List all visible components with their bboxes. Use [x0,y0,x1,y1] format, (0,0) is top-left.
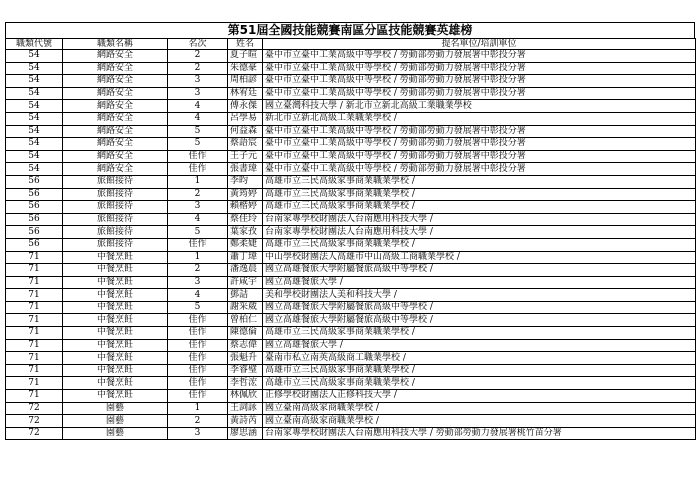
table-row [6,226,696,239]
cell-rank: 佳作 [168,339,228,352]
cell-code: 54 [6,163,63,176]
cell-job: 旅館接待 [63,226,168,239]
cell-job: 中餐烹飪 [63,276,168,289]
cell-code: 71 [6,377,63,390]
cell-job: 中餐烹飪 [63,377,168,390]
cell-name: 李哲浤 [228,377,263,390]
cell-job: 網路安全 [63,100,168,113]
cell-code: 71 [6,339,63,352]
cell-name: 鄧詰 [228,289,263,302]
table-row [6,125,696,138]
cell-job: 網路安全 [63,112,168,125]
cell-rank: 佳作 [168,352,228,365]
cell-unit: 臺南市私立南英高級商工職業學校 / [263,352,696,365]
cell-name: 陳德倫 [228,327,263,340]
cell-name: 黃筠婷 [228,188,263,201]
cell-code: 56 [6,175,63,188]
cell-code: 54 [6,112,63,125]
cell-name: 何益森 [228,125,263,138]
table-row [6,314,696,327]
table-row [6,213,696,226]
cell-unit: 國立高雄餐旅大學 / [263,339,696,352]
cell-rank: 2 [168,62,228,75]
cell-job: 園藝 [63,402,168,415]
cell-rank: 佳作 [168,314,228,327]
cell-code: 71 [6,251,63,264]
cell-job: 網路安全 [63,138,168,151]
cell-name: 王詞詠 [228,402,263,415]
cell-unit: 高雄市立三民高級家事商業職業學校 / [263,377,696,390]
cell-rank: 2 [168,50,228,63]
cell-rank: 佳作 [168,390,228,403]
header-unit: 提名單位/培訓單位 [263,39,696,50]
cell-name: 蔡志偉 [228,339,263,352]
cell-name: 傅永傑 [228,100,263,113]
cell-code: 56 [6,213,63,226]
table-row [6,301,696,314]
cell-name: 曾柏仁 [228,314,263,327]
cell-rank: 3 [168,276,228,289]
cell-name: 葉家孜 [228,226,263,239]
table-row [6,50,696,63]
cell-rank: 3 [168,75,228,88]
cell-job: 中餐烹飪 [63,301,168,314]
cell-rank: 佳作 [168,364,228,377]
cell-code: 54 [6,75,63,88]
cell-code: 72 [6,402,63,415]
table-row [6,188,696,201]
table-row [6,339,696,352]
cell-code: 56 [6,238,63,251]
cell-job: 中餐烹飪 [63,352,168,365]
header-code: 職類代號 [6,39,63,50]
cell-rank: 佳作 [168,238,228,251]
cell-code: 54 [6,138,63,151]
cell-rank: 3 [168,427,228,440]
table-row [6,87,696,100]
cell-name: 鄭柔婕 [228,238,263,251]
cell-job: 網路安全 [63,163,168,176]
cell-unit: 臺中市立臺中工業高級中等學校 / 勞動部勞動力發展署中彰投分署 [263,62,696,75]
cell-name: 許咸宇 [228,276,263,289]
cell-code: 54 [6,87,63,100]
table-row [6,364,696,377]
table-row [6,163,696,176]
cell-unit: 國立高雄餐旅大學附屬餐旅高級中等學校 / [263,264,696,277]
cell-code: 54 [6,150,63,163]
cell-job: 網路安全 [63,75,168,88]
cell-unit: 臺中市立臺中工業高級中等學校 / 勞動部勞動力發展署中彰投分署 [263,138,696,151]
cell-rank: 2 [168,188,228,201]
cell-code: 71 [6,301,63,314]
cell-name: 蔡語宸 [228,138,263,151]
cell-rank: 佳作 [168,150,228,163]
table-row [6,75,696,88]
cell-code: 56 [6,226,63,239]
table-row [6,276,696,289]
table-row [6,377,696,390]
cell-rank: 3 [168,201,228,214]
cell-job: 中餐烹飪 [63,314,168,327]
cell-unit: 臺中市立臺中工業高級中等學校 / 勞動部勞動力發展署中彰投分署 [263,87,696,100]
cell-unit: 國立臺南高級家商職業學校 / [263,415,696,428]
cell-name: 林宥廷 [228,87,263,100]
cell-name: 朱德豪 [228,62,263,75]
cell-unit: 高雄市立三民高級家事商業職業學校 / [263,201,696,214]
header-row [6,39,696,50]
cell-job: 旅館接待 [63,175,168,188]
cell-job: 園藝 [63,427,168,440]
cell-unit: 臺中市立臺中工業高級中等學校 / 勞動部勞動力發展署中彰投分署 [263,125,696,138]
cell-unit: 正修學校財團法人正修科技大學 / [263,390,696,403]
cell-unit: 國立高雄餐旅大學 / [263,276,696,289]
cell-unit: 台南家專學校財團法人台南應用科技大學 / 勞動部勞動力發展署桃竹苗分署 [263,427,696,440]
cell-unit: 高雄市立三民高級家事商業職業學校 / [263,327,696,340]
cell-name: 李昀 [228,175,263,188]
page-title: 第51屆全國技能競賽南區分區技能競賽英雄榜 [5,22,695,39]
cell-code: 56 [6,188,63,201]
cell-unit: 高雄市立三民高級家事商業職業學校 / [263,238,696,251]
table-row [6,264,696,277]
cell-unit: 國立高雄餐旅大學附屬餐旅高級中等學校 / [263,301,696,314]
cell-rank: 4 [168,213,228,226]
cell-code: 71 [6,327,63,340]
cell-job: 網路安全 [63,50,168,63]
cell-name: 張魁升 [228,352,263,365]
cell-code: 54 [6,100,63,113]
cell-job: 旅館接待 [63,213,168,226]
cell-rank: 1 [168,175,228,188]
table-body [6,50,696,440]
cell-rank: 3 [168,87,228,100]
cell-job: 旅館接待 [63,201,168,214]
cell-name: 王子元 [228,150,263,163]
table-row [6,150,696,163]
cell-code: 71 [6,276,63,289]
table-row [6,390,696,403]
cell-rank: 1 [168,251,228,264]
cell-rank: 5 [168,125,228,138]
cell-code: 71 [6,352,63,365]
cell-unit: 臺中市立臺中工業高級中等學校 / 勞動部勞動力發展署中彰投分署 [263,163,696,176]
cell-unit: 國立臺南高級家商職業學校 / [263,402,696,415]
cell-name: 蕭丁瑋 [228,251,263,264]
table-row [6,402,696,415]
cell-name: 李睿璧 [228,364,263,377]
cell-rank: 4 [168,289,228,302]
cell-rank: 1 [168,402,228,415]
cell-code: 56 [6,201,63,214]
cell-code: 54 [6,62,63,75]
cell-rank: 5 [168,301,228,314]
cell-rank: 4 [168,112,228,125]
cell-unit: 臺中市立臺中工業高級中等學校 / 勞動部勞動力發展署中彰投分署 [263,50,696,63]
cell-rank: 佳作 [168,377,228,390]
cell-unit: 高雄市立三民高級家事商業職業學校 / [263,188,696,201]
cell-code: 71 [6,364,63,377]
results-table [5,38,696,440]
table-row [6,289,696,302]
cell-job: 中餐烹飪 [63,289,168,302]
cell-code: 71 [6,314,63,327]
cell-name: 廖思涵 [228,427,263,440]
cell-job: 中餐烹飪 [63,327,168,340]
cell-rank: 2 [168,264,228,277]
cell-unit: 臺中市立臺中工業高級中等學校 / 勞動部勞動力發展署中彰投分署 [263,150,696,163]
table-row [6,112,696,125]
table-row [6,62,696,75]
cell-job: 園藝 [63,415,168,428]
cell-unit: 國立臺灣科技大學 / 新北市立新北高級工業職業學校 [263,100,696,113]
cell-unit: 美和學校財團法人美和科技大學 / [263,289,696,302]
cell-code: 71 [6,390,63,403]
cell-code: 54 [6,50,63,63]
cell-rank: 佳作 [168,163,228,176]
cell-unit: 新北市立新北高級工業職業學校 / [263,112,696,125]
table-row [6,427,696,440]
cell-rank: 2 [168,415,228,428]
cell-job: 中餐烹飪 [63,251,168,264]
header-name: 姓名 [228,39,263,50]
cell-name: 林佩欣 [228,390,263,403]
cell-unit: 臺中市立臺中工業高級中等學校 / 勞動部勞動力發展署中彰投分署 [263,75,696,88]
cell-code: 71 [6,289,63,302]
table-row [6,251,696,264]
cell-name: 謝采葳 [228,301,263,314]
table-row [6,175,696,188]
cell-job: 中餐烹飪 [63,364,168,377]
cell-job: 中餐烹飪 [63,339,168,352]
cell-unit: 台南家專學校財團法人台南應用科技大學 / [263,213,696,226]
cell-rank: 佳作 [168,327,228,340]
cell-code: 72 [6,427,63,440]
cell-code: 72 [6,415,63,428]
cell-name: 周柏諺 [228,75,263,88]
cell-name: 蔡佳玲 [228,213,263,226]
cell-job: 網路安全 [63,150,168,163]
table-row [6,100,696,113]
table-row [6,415,696,428]
header-job: 職類名稱 [63,39,168,50]
cell-unit: 中山學校財團法人高雄市中山高級工商職業學校 / [263,251,696,264]
cell-name: 呂學易 [228,112,263,125]
cell-rank: 4 [168,100,228,113]
cell-job: 旅館接待 [63,188,168,201]
table-row [6,327,696,340]
cell-unit: 台南家專學校財團法人台南應用科技大學 / [263,226,696,239]
cell-job: 旅館接待 [63,238,168,251]
cell-name: 賴楷婷 [228,201,263,214]
cell-rank: 5 [168,226,228,239]
header-rank: 名次 [168,39,228,50]
cell-name: 張書瑋 [228,163,263,176]
cell-name: 黃詩芮 [228,415,263,428]
cell-job: 中餐烹飪 [63,264,168,277]
cell-code: 71 [6,264,63,277]
cell-job: 中餐烹飪 [63,390,168,403]
cell-job: 網路安全 [63,125,168,138]
cell-code: 54 [6,125,63,138]
table-row [6,352,696,365]
cell-unit: 高雄市立三民高級家事商業職業學校 / [263,364,696,377]
cell-unit: 國立高雄餐旅大學附屬餐旅高級中等學校 / [263,314,696,327]
table-row [6,238,696,251]
cell-job: 網路安全 [63,87,168,100]
table-row [6,201,696,214]
table-row [6,138,696,151]
cell-name: 夏子暄 [228,50,263,63]
cell-name: 潘逸晨 [228,264,263,277]
cell-unit: 高雄市立三民高級家事商業職業學校 / [263,175,696,188]
cell-job: 網路安全 [63,62,168,75]
cell-rank: 5 [168,138,228,151]
